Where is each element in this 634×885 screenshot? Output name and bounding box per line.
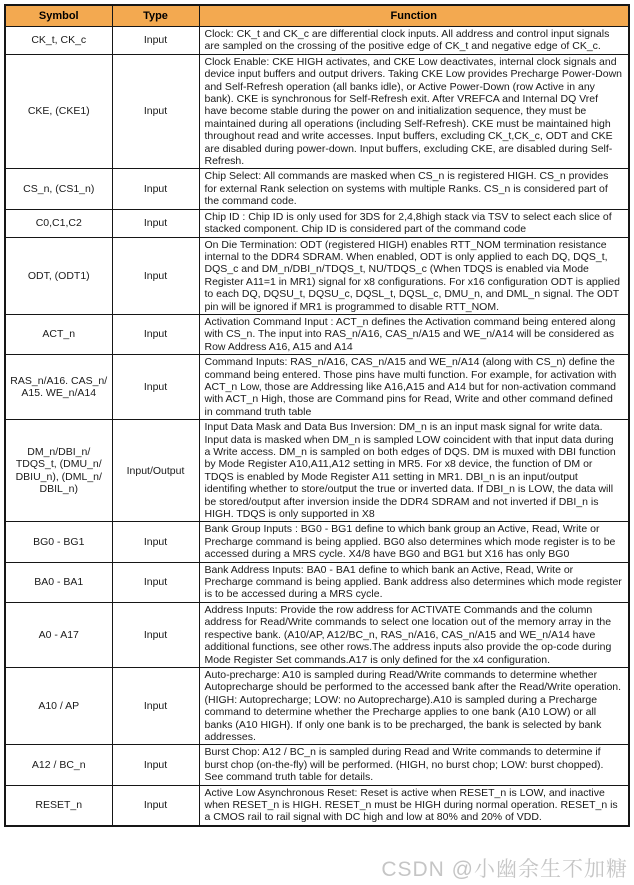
type-cell: Input <box>112 602 199 667</box>
symbol-cell: CK_t, CK_c <box>5 27 112 55</box>
function-cell: Chip Select: All commands are masked when CS_n is registered HIGH. CS_n provides for external Rank selection on systems with multiple Ranks. CS_n is considered part of the command code. <box>199 169 629 209</box>
column-header-type: Type <box>112 5 199 27</box>
symbol-cell: BA0 - BA1 <box>5 562 112 602</box>
symbol-cell: C0,C1,C2 <box>5 209 112 237</box>
type-cell: Input <box>112 667 199 744</box>
type-cell: Input <box>112 745 199 785</box>
symbol-cell: ACT_n <box>5 314 112 354</box>
table-row-dm-dbi <box>5 420 629 522</box>
function-cell: Input Data Mask and Data Bus Inversion: DM_n is an input mask signal for write data. Input data is masked when DM_n is sampled LOW coincident with that input data during a Write access. DM_n is sampled on both edges of DQS. DM is muxed with DBI function by Mode Register A10,A11,A12 setting in MR5. For x8 device, the function of DM or TDQS is enabled by Mode Register A11 setting in MR1. DBI_n is an input/output identifing whether to store/output the true or inverted data. If DBI_n is LOW, the data will be stored/output after inversion inside the DDR4 SDRAM and not inverted if DBI_n is HIGH. TDQS is only supported in X8 <box>199 420 629 522</box>
function-cell: Bank Group Inputs : BG0 - BG1 define to which bank group an Active, Read, Write or Precharge command is being applied. BG0 also determines which mode register is to be accessed during a MRS cycle. X4/8 have BG0 and BG1 but X16 has only BG0 <box>199 522 629 562</box>
type-cell: Input <box>112 237 199 314</box>
function-cell: Burst Chop: A12 / BC_n is sampled during Read and Write commands to determine if burst chop (on-the-fly) will be performed. (HIGH, no burst chop; LOW: burst chopped). See command truth table for details. <box>199 745 629 785</box>
table-row-odt <box>5 237 629 314</box>
symbol-cell: CKE, (CKE1) <box>5 54 112 169</box>
function-cell: Chip ID : Chip ID is only used for 3DS for 2,4,8high stack via TSV to select each slice of stacked component. Chip ID is considered part of the command code <box>199 209 629 237</box>
table-row-act <box>5 314 629 354</box>
function-cell: Command Inputs: RAS_n/A16, CAS_n/A15 and WE_n/A14 (along with CS_n) define the command being entered. Those pins have multi function. For example, for activation with ACT_n Low, those are Addressing like A16,A15 and A14 but for non-activation command with ACT_n High, those are Command pins for Read, Write and other command defined in command truth table <box>199 355 629 420</box>
column-header-symbol: Symbol <box>5 5 112 27</box>
type-cell: Input <box>112 314 199 354</box>
table-row-addr <box>5 602 629 667</box>
table-row-ck <box>5 27 629 55</box>
symbol-cell: RESET_n <box>5 785 112 826</box>
table-row-a10-ap <box>5 667 629 744</box>
table-row-ras-cas-we <box>5 355 629 420</box>
symbol-cell: A0 - A17 <box>5 602 112 667</box>
symbol-cell: ODT, (ODT1) <box>5 237 112 314</box>
header-row <box>5 5 629 27</box>
symbol-cell: BG0 - BG1 <box>5 522 112 562</box>
table-header <box>5 5 629 27</box>
type-cell: Input/Output <box>112 420 199 522</box>
table-row-cke <box>5 54 629 169</box>
symbol-cell: RAS_n/A16. CAS_n/ A15. WE_n/A14 <box>5 355 112 420</box>
symbol-cell: CS_n, (CS1_n) <box>5 169 112 209</box>
function-cell: On Die Termination: ODT (registered HIGH) enables RTT_NOM termination resistance internal to the DDR4 SDRAM. When enabled, ODT is only applied to each DQ, DQS_t, DQS_c and DM_n/DBI_n/TDQS_t, NU/TDQS_c (When TDQS is enabled via Mode Register A11=1 in MR1) signal for x8 configurations. For x16 configuration ODT is applied to each DQ, DQSU_t, DQSU_c, DQSL_t, DQSL_c, DMU_n, and DML_n signal. The ODT pin will be ignored if MR1 is programmed to disable RTT_NOM. <box>199 237 629 314</box>
type-cell: Input <box>112 27 199 55</box>
table-row-a12-bc <box>5 745 629 785</box>
csdn-watermark: CSDN @小幽余生不加糖 <box>381 858 628 881</box>
type-cell: Input <box>112 522 199 562</box>
table-row-bg <box>5 522 629 562</box>
function-cell: Activation Command Input : ACT_n defines the Activation command being entered along with CS_n. The input into RAS_n/A16, CAS_n/A15 and WE_n/A14 will be considered as Row Address A16, A15 and A14 <box>199 314 629 354</box>
type-cell: Input <box>112 209 199 237</box>
function-cell: Address Inputs: Provide the row address for ACTIVATE Commands and the column address for Read/Write commands to select one location out of the memory array in the respective bank. (A10/AP, A12/BC_n, RAS_n/A16, CAS_n/A15 and WE_n/A14 have additional functions, see other rows.The address inputs also provide the op-code during Mode Register Set commands.A17 is only defined for the x4 configuration. <box>199 602 629 667</box>
type-cell: Input <box>112 785 199 826</box>
type-cell: Input <box>112 562 199 602</box>
table-row-reset <box>5 785 629 826</box>
function-cell: Bank Address Inputs: BA0 - BA1 define to which bank an Active, Read, Write or Precharge command is being applied. Bank address also determines which mode register is to be accessed during a MRS cycle. <box>199 562 629 602</box>
type-cell: Input <box>112 169 199 209</box>
function-cell: Clock Enable: CKE HIGH activates, and CKE Low deactivates, internal clock signals and device input buffers and output drivers. Taking CKE Low provides Precharge Power-Down and Self-Refresh operation (all banks idle), or Active Power-Down (row Active in any bank). CKE is synchronous for Self-Refresh exit. After VREFCA and Internal DQ Vref have become stable during the power on and initialization sequence, they must be maintained during all operations (including Self-Refresh). CKE must be maintained high throughout read and write accesses. Input buffers, excluding CK_t,CK_c, ODT and CKE are disabled during power-down. Input buffers, excluding CKE, are disabled during Self-Refresh. <box>199 54 629 169</box>
function-cell: Active Low Asynchronous Reset: Reset is active when RESET_n is LOW, and inactive when RESET_n is HIGH. RESET_n must be HIGH during normal operation. RESET_n is a CMOS rail to rail signal with DC high and low at 80% and 20% of VDD. <box>199 785 629 826</box>
table-body <box>5 27 629 826</box>
table-row-cs <box>5 169 629 209</box>
symbol-cell: A10 / AP <box>5 667 112 744</box>
column-header-function: Function <box>199 5 629 27</box>
function-cell: Auto-precharge: A10 is sampled during Read/Write commands to determine whether Autoprecharge should be performed to the accessed bank after the Read/Write operation. (HIGH: Autoprecharge; LOW: no Autoprecharge).A10 is sampled during a Precharge command to determine whether the Precharge applies to one bank (A10 LOW) or all banks (A10 HIGH). If only one bank is to be precharged, the bank is selected by bank addresses. <box>199 667 629 744</box>
symbol-cell: A12 / BC_n <box>5 745 112 785</box>
table-row-ba <box>5 562 629 602</box>
pin-function-table <box>4 4 630 827</box>
table-row-chip-id <box>5 209 629 237</box>
type-cell: Input <box>112 54 199 169</box>
function-cell: Clock: CK_t and CK_c are differential clock inputs. All address and control input signals are sampled on the crossing of the positive edge of CK_t and negative edge of CK_c. <box>199 27 629 55</box>
symbol-cell: DM_n/DBI_n/ TDQS_t, (DMU_n/ DBIU_n), (DML_n/ DBIL_n) <box>5 420 112 522</box>
type-cell: Input <box>112 355 199 420</box>
